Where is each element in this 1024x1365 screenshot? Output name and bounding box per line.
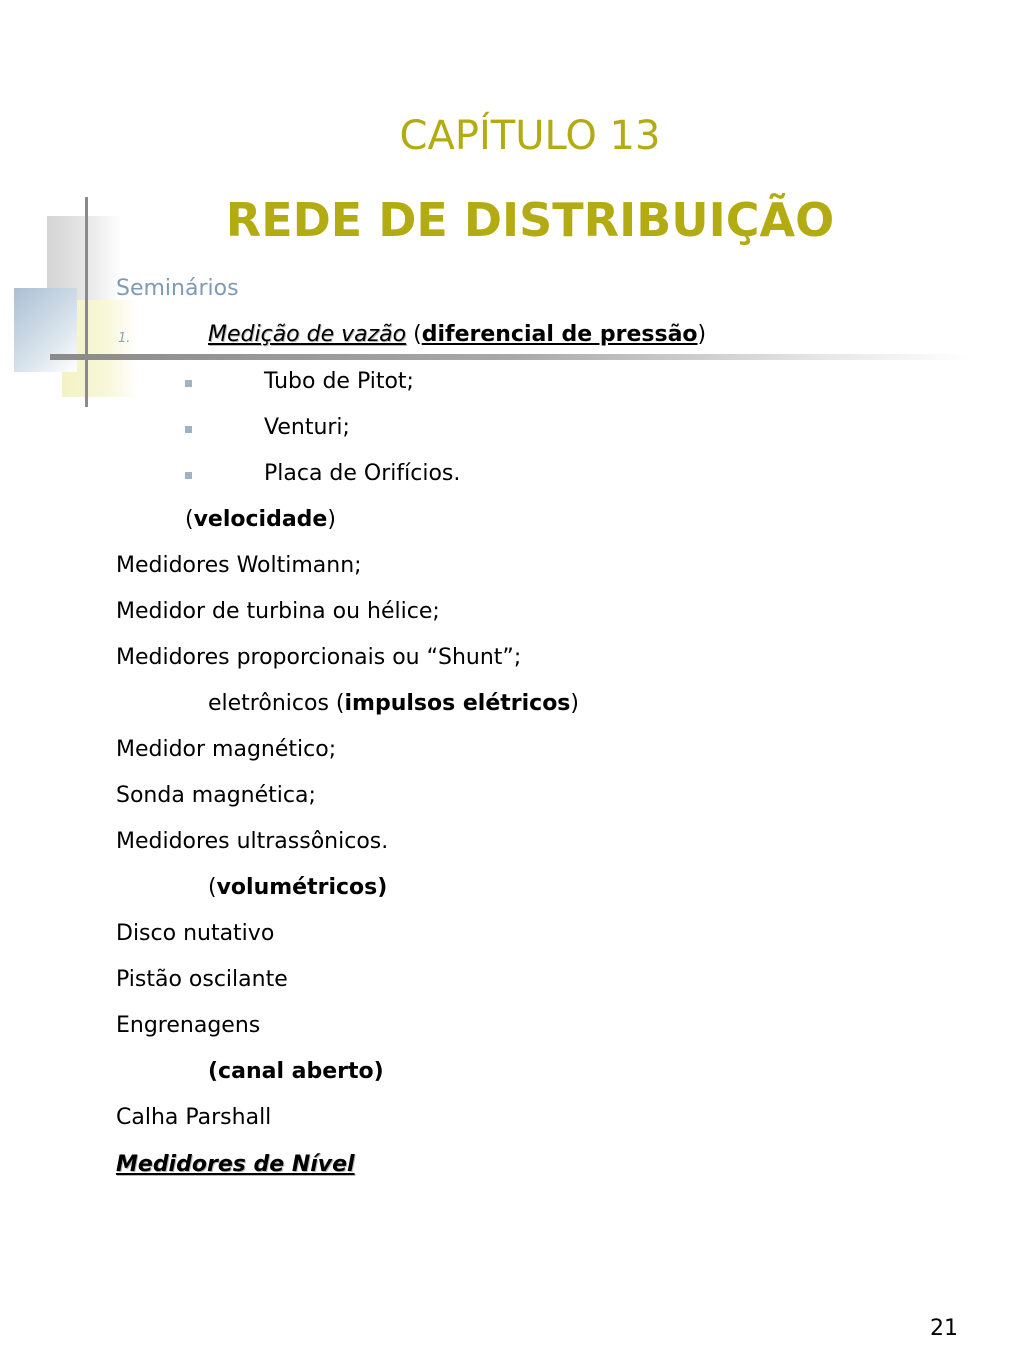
slide-title: REDE DE DISTRIBUIÇÃO [225,193,835,247]
section-label: Seminários [116,276,239,301]
list-item: Calha Parshall [116,1105,272,1130]
list-item: Medidores ultrassônicos. [116,829,389,854]
decorative-horizontal-rule [50,354,970,360]
list-item: Sonda magnética; [116,783,316,808]
list-item: Medidores proporcionais ou “Shunt”; [116,645,522,670]
list-number: 1. [118,331,131,346]
open-paren: ( [185,507,194,532]
chapter-heading: CAPÍTULO 13 [399,113,661,159]
square-bullet-icon [185,472,192,479]
open-paren: ( [413,322,422,347]
qualifier-text: diferencial de pressão [421,322,698,347]
list-item: Medidor magnético; [116,737,337,762]
category-label: volumétricos) [216,875,388,900]
bullet-item: Placa de Orifícios. [264,461,461,486]
category-canal-aberto: (canal aberto) [208,1059,384,1084]
list-item: Medidores Woltimann; [116,553,362,578]
open-paren: ( [208,875,217,900]
list-item: Medidor de turbina ou hélice; [116,599,440,624]
item-heading [208,320,706,350]
list-item: Disco nutativo [116,921,275,946]
category-label: impulsos elétricos [344,691,571,716]
category-volumetricos [208,873,387,903]
category-eletronicos [208,689,579,719]
page-number: 21 [930,1316,958,1341]
close-paren: ) [327,507,336,532]
bullet-item: Tubo de Pitot; [264,369,414,394]
list-item: Pistão oscilante [116,967,288,992]
bullet-item: Venturi; [264,415,350,440]
topic-link[interactable]: Medição de vazão [208,322,407,347]
close-paren: ) [697,322,707,347]
category-label: velocidade [193,507,328,532]
close-paren: ) [570,691,579,716]
square-bullet-icon [185,426,192,433]
category-velocidade [185,505,336,535]
square-bullet-icon [185,380,192,387]
list-item: Engrenagens [116,1013,261,1038]
category-prefix: eletrônicos ( [208,691,345,716]
medidores-nivel-link[interactable]: Medidores de Nível [116,1152,355,1177]
